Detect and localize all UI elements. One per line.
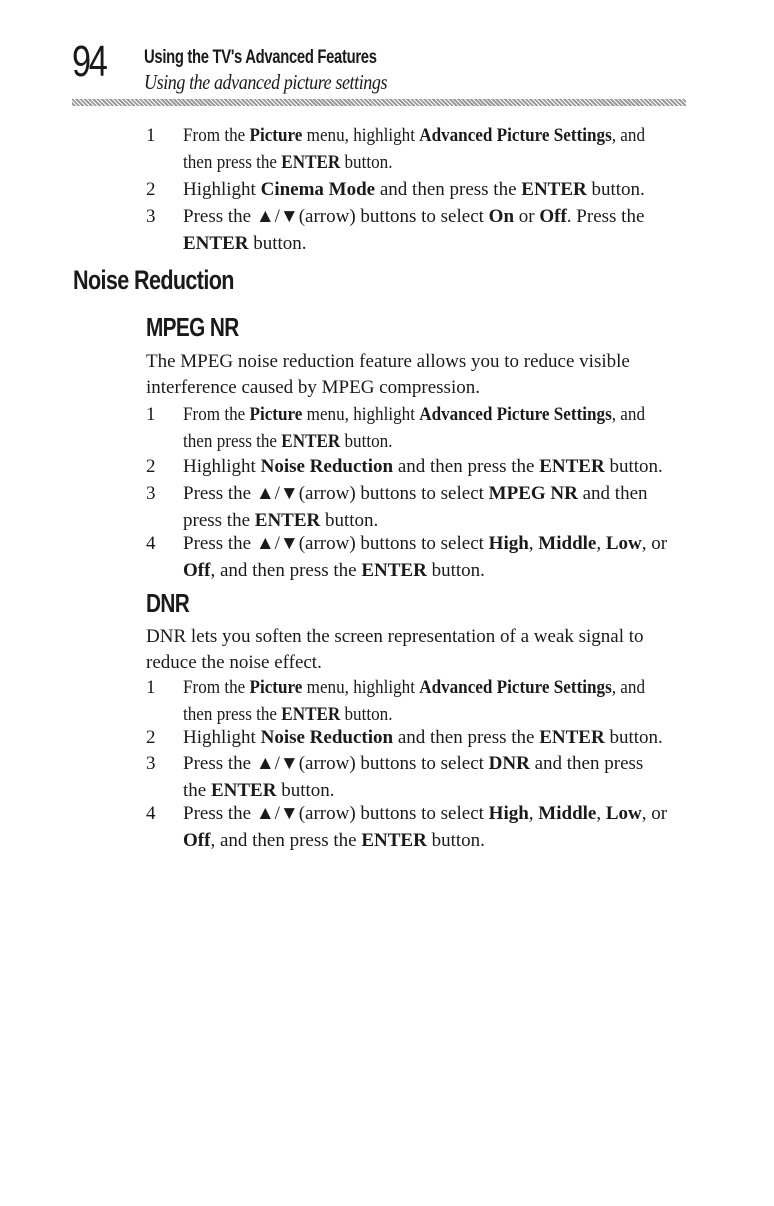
step-line bbox=[183, 800, 703, 827]
text-run: , and then press the bbox=[210, 830, 362, 851]
text-run: button. bbox=[426, 830, 485, 851]
bold-term: Off bbox=[183, 560, 211, 581]
page-number: 94 bbox=[72, 37, 106, 86]
step-number: 1 bbox=[146, 125, 156, 146]
description-line: The MPEG noise reduction feature allows you to reduce visible bbox=[146, 351, 630, 372]
bold-term: ENTER bbox=[183, 233, 249, 254]
step-line bbox=[183, 122, 703, 149]
step-text bbox=[183, 176, 703, 203]
description-line: interference caused by MPEG compression. bbox=[146, 377, 480, 398]
bold-term: ENTER bbox=[539, 456, 605, 477]
bold-term: DNR bbox=[488, 753, 530, 774]
step-line bbox=[183, 724, 703, 751]
subsection-heading-dnr: DNR bbox=[146, 588, 190, 618]
step-line bbox=[183, 557, 703, 584]
text-run: Press the ▲/▼(arrow) buttons to select bbox=[183, 803, 489, 824]
text-run: Highlight bbox=[183, 456, 261, 477]
text-run: button. bbox=[276, 780, 335, 801]
bold-term: Picture bbox=[249, 404, 303, 425]
bold-term: Picture bbox=[249, 677, 303, 698]
text-run: press the bbox=[183, 510, 255, 531]
text-run: Press the ▲/▼(arrow) buttons to select bbox=[183, 753, 489, 774]
text-run: and then bbox=[577, 483, 648, 504]
text-run: or bbox=[514, 206, 540, 227]
step-line bbox=[183, 203, 703, 230]
step-line bbox=[183, 750, 703, 777]
text-run: button. bbox=[426, 560, 485, 581]
step-text bbox=[183, 480, 703, 534]
step-text bbox=[183, 724, 703, 751]
bold-term: High bbox=[488, 533, 529, 554]
step-text bbox=[183, 674, 703, 728]
text-run: then press the bbox=[183, 152, 282, 173]
bold-term: Noise Reduction bbox=[260, 727, 394, 748]
step-number: 4 bbox=[146, 803, 156, 824]
step-line bbox=[183, 428, 703, 455]
section-heading-noise-reduction: Noise Reduction bbox=[73, 265, 234, 295]
bold-term: Advanced Picture Settings bbox=[419, 677, 612, 698]
step-line bbox=[183, 827, 703, 854]
step-text bbox=[183, 530, 703, 584]
step-number: 1 bbox=[146, 404, 156, 425]
text-run: , bbox=[596, 533, 606, 554]
text-run: , or bbox=[641, 803, 668, 824]
bold-term: ENTER bbox=[281, 152, 341, 173]
text-run: Press the ▲/▼(arrow) buttons to select bbox=[183, 206, 489, 227]
text-run: , and bbox=[611, 404, 645, 425]
step-number: 3 bbox=[146, 206, 156, 227]
description-line: DNR lets you soften the screen representation of a weak signal to bbox=[146, 626, 644, 647]
text-run: button. bbox=[320, 510, 379, 531]
bold-term: ENTER bbox=[210, 780, 277, 801]
step-line bbox=[183, 149, 703, 176]
text-run: , and then press the bbox=[210, 560, 362, 581]
step-line bbox=[183, 176, 703, 203]
bold-term: Off bbox=[539, 206, 567, 227]
bold-term: ENTER bbox=[361, 830, 427, 851]
step-line bbox=[183, 480, 703, 507]
step-line bbox=[183, 401, 703, 428]
text-run: menu, highlight bbox=[302, 404, 420, 425]
text-run: and then press the bbox=[393, 456, 540, 477]
step-line bbox=[183, 453, 703, 480]
bold-term: ENTER bbox=[281, 704, 341, 725]
bold-term: Cinema Mode bbox=[260, 179, 376, 200]
bold-term: ENTER bbox=[539, 727, 605, 748]
text-run: , bbox=[528, 533, 539, 554]
text-run: menu, highlight bbox=[302, 677, 420, 698]
step-text bbox=[183, 203, 703, 257]
step-line bbox=[183, 674, 703, 701]
running-header-title: Using the TV's Advanced Features bbox=[144, 47, 377, 68]
text-run: , and bbox=[611, 677, 645, 698]
text-run: From the bbox=[183, 125, 250, 146]
step-text bbox=[183, 401, 703, 455]
step-text bbox=[183, 750, 703, 804]
text-run: button. bbox=[248, 233, 307, 254]
text-run: Press the ▲/▼(arrow) buttons to select bbox=[183, 533, 489, 554]
text-run: button. bbox=[604, 727, 663, 748]
text-run: then press the bbox=[183, 431, 282, 452]
step-number: 2 bbox=[146, 727, 156, 748]
text-run: Press the ▲/▼(arrow) buttons to select bbox=[183, 483, 489, 504]
bold-term: Low bbox=[605, 533, 642, 554]
step-text bbox=[183, 122, 703, 176]
text-run: , bbox=[528, 803, 539, 824]
bold-term: ENTER bbox=[281, 431, 341, 452]
description-line: reduce the noise effect. bbox=[146, 652, 322, 673]
bold-term: Advanced Picture Settings bbox=[419, 404, 612, 425]
bold-term: ENTER bbox=[361, 560, 427, 581]
text-run: and then press the bbox=[375, 179, 522, 200]
step-text bbox=[183, 453, 703, 480]
text-run: From the bbox=[183, 404, 250, 425]
text-run: the bbox=[183, 780, 211, 801]
bold-term: Middle bbox=[538, 533, 597, 554]
text-run: Highlight bbox=[183, 179, 261, 200]
text-run: menu, highlight bbox=[302, 125, 420, 146]
header-divider bbox=[72, 99, 686, 106]
bold-term: High bbox=[488, 803, 529, 824]
bold-term: Off bbox=[183, 830, 211, 851]
bold-term: ENTER bbox=[521, 179, 587, 200]
text-run: , and bbox=[611, 125, 645, 146]
text-run: and then press the bbox=[393, 727, 540, 748]
text-run: , or bbox=[641, 533, 668, 554]
text-run: From the bbox=[183, 677, 250, 698]
step-line bbox=[183, 230, 703, 257]
subsection-heading-mpeg-nr: MPEG NR bbox=[146, 312, 239, 342]
text-run: button. bbox=[604, 456, 663, 477]
step-number: 3 bbox=[146, 753, 156, 774]
text-run: . Press the bbox=[566, 206, 645, 227]
mpeg-nr-description bbox=[146, 349, 706, 401]
dnr-description bbox=[146, 624, 706, 676]
text-run: button. bbox=[340, 152, 393, 173]
step-number: 3 bbox=[146, 483, 156, 504]
bold-term: ENTER bbox=[254, 510, 321, 531]
bold-term: Low bbox=[605, 803, 642, 824]
step-number: 4 bbox=[146, 533, 156, 554]
text-run: , bbox=[596, 803, 606, 824]
step-number: 2 bbox=[146, 179, 156, 200]
bold-term: MPEG NR bbox=[488, 483, 578, 504]
text-run: and then press bbox=[529, 753, 644, 774]
bold-term: Advanced Picture Settings bbox=[419, 125, 612, 146]
bold-term: On bbox=[488, 206, 515, 227]
bold-term: Middle bbox=[538, 803, 597, 824]
running-header-subtitle: Using the advanced picture settings bbox=[144, 70, 388, 94]
text-run: button. bbox=[340, 431, 393, 452]
bold-term: Picture bbox=[249, 125, 303, 146]
text-run: button. bbox=[340, 704, 393, 725]
step-line bbox=[183, 530, 703, 557]
bold-term: Noise Reduction bbox=[260, 456, 394, 477]
text-run: button. bbox=[586, 179, 645, 200]
step-text bbox=[183, 800, 703, 854]
text-run: Highlight bbox=[183, 727, 261, 748]
step-number: 1 bbox=[146, 677, 156, 698]
text-run: then press the bbox=[183, 704, 282, 725]
step-number: 2 bbox=[146, 456, 156, 477]
